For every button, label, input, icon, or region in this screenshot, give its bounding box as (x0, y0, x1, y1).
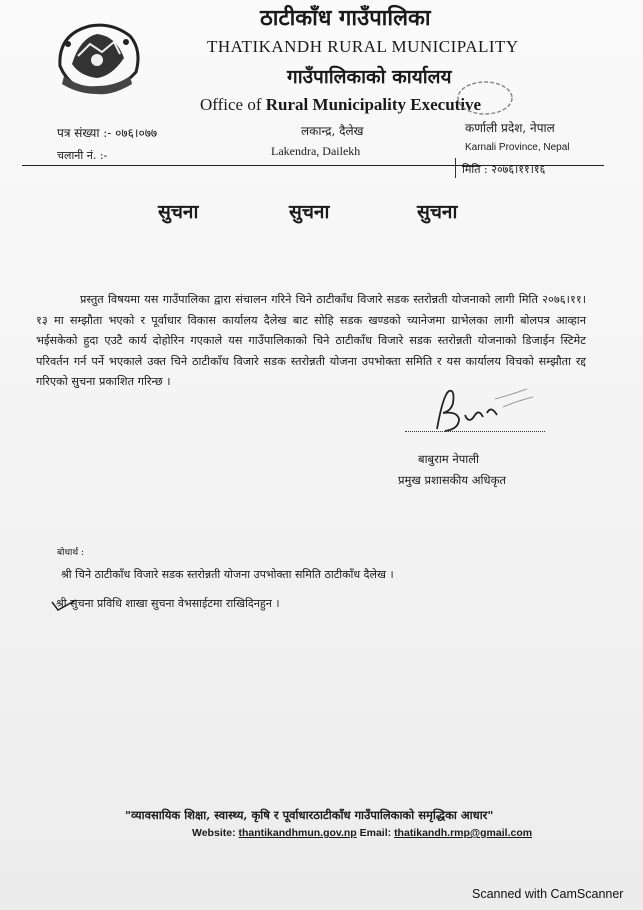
reference-number: पत्र संख्या :- ०७६।०७७ (57, 126, 158, 140)
signatory-name: बाबुराम नेपाली (418, 452, 479, 466)
office-name-english (200, 95, 481, 115)
place-nepali: लकान्द्र, दैलेख (301, 124, 364, 138)
scanner-watermark: Scanned with CamScanner (472, 887, 624, 901)
office-stamp-icon (455, 78, 515, 118)
notice-heading: सुचना (417, 201, 458, 223)
nepal-emblem-icon (50, 14, 144, 98)
cc-item: श्री सुचना प्रविधि शाखा सुचना वेभसाईटमा राखिदिनहुन । (56, 597, 280, 610)
website-label: Website: (192, 827, 239, 839)
footer-slogan: "व्यावसायिक शिक्षा, स्वास्थ्य, कृषि र पूर्वाधारठाटीकाँध गाउँपालिकाको समृद्धिका आधार" (125, 808, 494, 822)
dispatch-number: चलानी नं. :- (57, 149, 108, 162)
website-link[interactable]: thantikandhmun.gov.np (238, 827, 357, 839)
province-english: Karnali Province, Nepal (465, 142, 570, 153)
municipality-name-nepali: ठाटीकाँध गाउँपालिका (260, 5, 431, 31)
office-bold: Rural Municipality Executive (265, 95, 482, 114)
notice-heading: सुचना (289, 201, 330, 223)
municipality-name-english: THATIKANDH RURAL MUNICIPALITY (207, 37, 519, 56)
cc-item: श्री चिने ठाटीकाँध विजारे सडक स्तरोन्नती योजना उपभोक्ता समिति ठाटीकाँध दैलेख । (61, 568, 394, 581)
cc-label: बोधार्थ : (57, 548, 84, 558)
letter-date: मिति : २०७६।११।१६ (462, 163, 546, 176)
email-label: Email: (356, 827, 395, 839)
notice-heading: सुचना (158, 201, 199, 223)
place-english: Lakendra, Dailekh (271, 144, 361, 158)
office-prefix: Office of (200, 95, 266, 114)
notice-body: प्रस्तुत विषयमा यस गाउँपालिका द्वारा संचालन गरिने चिने ठाटीकाँध विजारे सडक स्तरोन्नती योजनाको लागी मिति २०७६।११।१३ मा सम्झौता भएको र पूर्वाधार विकास कार्यालय दैलेख बाट सोहि सडक खण्डको च्यानेजमा ग्राभेलका लागी बोलपत्र आव्हान भईसकेको हुदा एउटै कार्य दोहोरिन गएकाले यस गाउँपालिकाको चिने ठाटीकाँध विजारे सडक स्तरोन्नती योजनाको डिजाईन स्टिमेट परिवर्तन गर्न पर्ने भएकाले उक्त चिने ठाटीकाँध विजारे सडक स्तरोन्नती योजना उपभोक्ता समिति र यस कार्यालय विचको सम्झौता रद्द गरिएको सुचना प्रकाशित गरिन्छ । (36, 293, 586, 388)
signature-line (405, 431, 545, 432)
office-name-nepali: गाउँपालिकाको कार्यालय (287, 66, 452, 88)
signatory-title: प्रमुख प्रशासकीय अधिकृत (398, 473, 506, 487)
footer-contact (192, 827, 532, 839)
email-link[interactable]: thatikandh.rmp@gmail.com (394, 827, 533, 839)
province-nepali: कर्णाली प्रदेश, नेपाल (465, 121, 555, 135)
